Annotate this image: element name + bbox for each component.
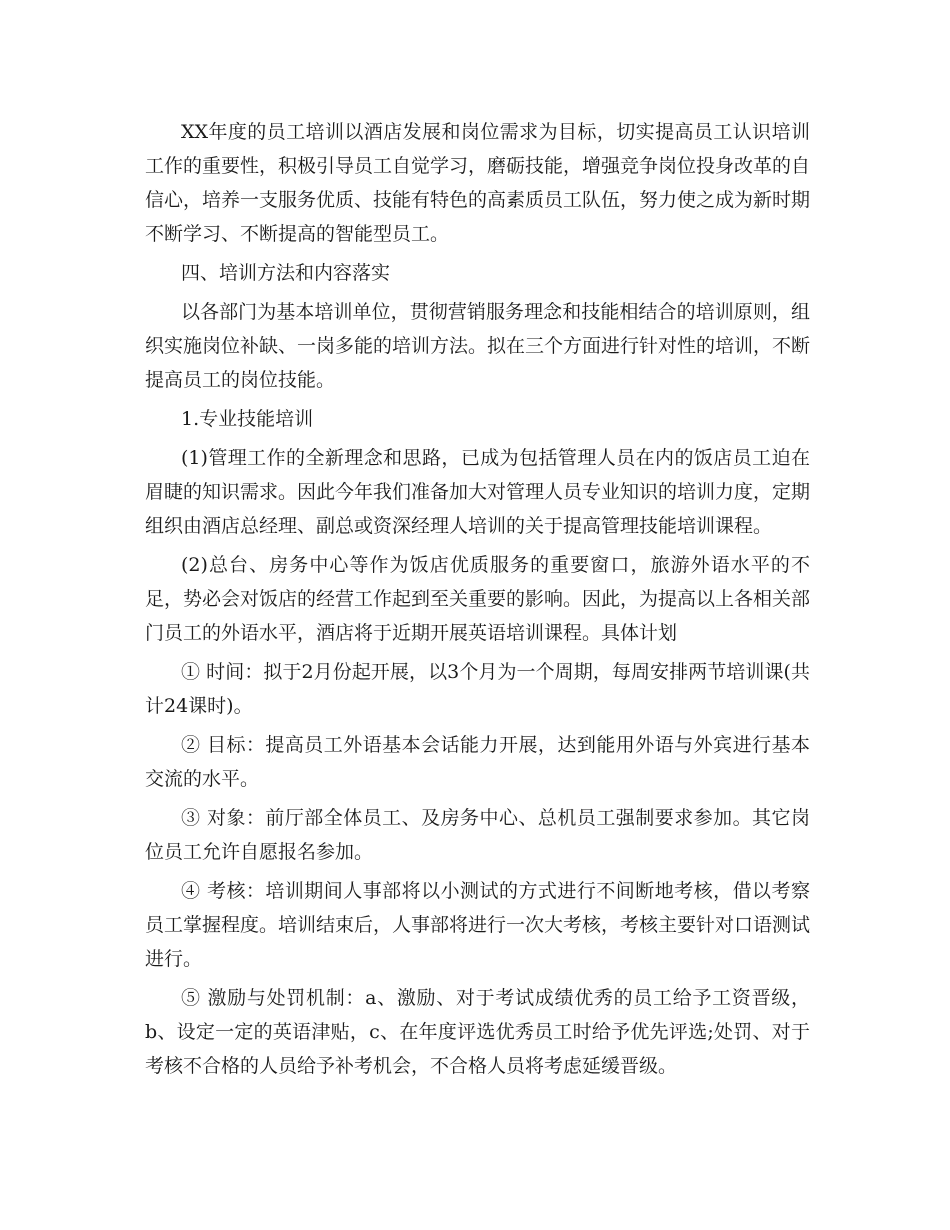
list-item-time: ① 时间：拟于2月份起开展，以3个月为一个周期，每周安排两节培训课(共计24课时)。 bbox=[145, 661, 810, 717]
section-heading-training-methods: 四、培训方法和内容落实 bbox=[181, 262, 391, 284]
list-item-assessment: ④ 考核：培训期间人事部将以小测试的方式进行不间断地考核，借以考察员工掌握程度。培训结束后，人事部将进行一次大考核，考核主要针对口语测试进行。 bbox=[145, 880, 811, 970]
subheading-professional-skills: 1.专业技能培训 bbox=[181, 408, 314, 430]
list-item-audience: ③ 对象：前厅部全体员工、及房务中心、总机员工强制要求参加。其它岗位员工允许自愿报名参加。 bbox=[145, 807, 810, 863]
paragraph-management-training: (1)管理工作的全新理念和思路，已成为包括管理人员在内的饭店员工迫在眉睫的知识需求。因此今年我们准备加大对管理人员专业知识的培训力度，定期组织由酒店总经理、副总或资深经理人培训的关于提高管理技能培训课程。 bbox=[145, 447, 811, 537]
paragraph-language-training: (2)总台、房务中心等作为饭店优质服务的重要窗口，旅游外语水平的不足，势必会对饭店的经营工作起到至关重要的影响。因此，为提高以上各相关部门员工的外语水平，酒店将于近期开展英语培训课程。具体计划 bbox=[145, 554, 811, 644]
paragraph-training-principle: 以各部门为基本培训单位，贯彻营销服务理念和技能相结合的培训原则，组织实施岗位补缺、一岗多能的培训方法。拟在三个方面进行针对性的培训，不断提高员工的岗位技能。 bbox=[145, 301, 811, 391]
list-item-incentives: ⑤ 激励与处罚机制：a、激励、对于考试成绩优秀的员工给予工资晋级，b、设定一定的英语津贴，c、在年度评选优秀员工时给予优先评选;处罚、对于考核不合格的人员给予补考机会，不合格人员将考虑延缓晋级。 bbox=[145, 987, 810, 1077]
list-item-goal: ② 目标：提高员工外语基本会话能力开展，达到能用外语与外宾进行基本交流的水平。 bbox=[145, 734, 810, 790]
paragraph-goal: XX年度的员工培训以酒店发展和岗位需求为目标，切实提高员工认识培训工作的重要性，积极引导员工自觉学习，磨砺技能，增强竞争岗位投身改革的自信心，培养一支服务优质、技能有特色的高素质员工队伍，努力使之成为新时期不断学习、不断提高的智能型员工。 bbox=[145, 121, 811, 245]
